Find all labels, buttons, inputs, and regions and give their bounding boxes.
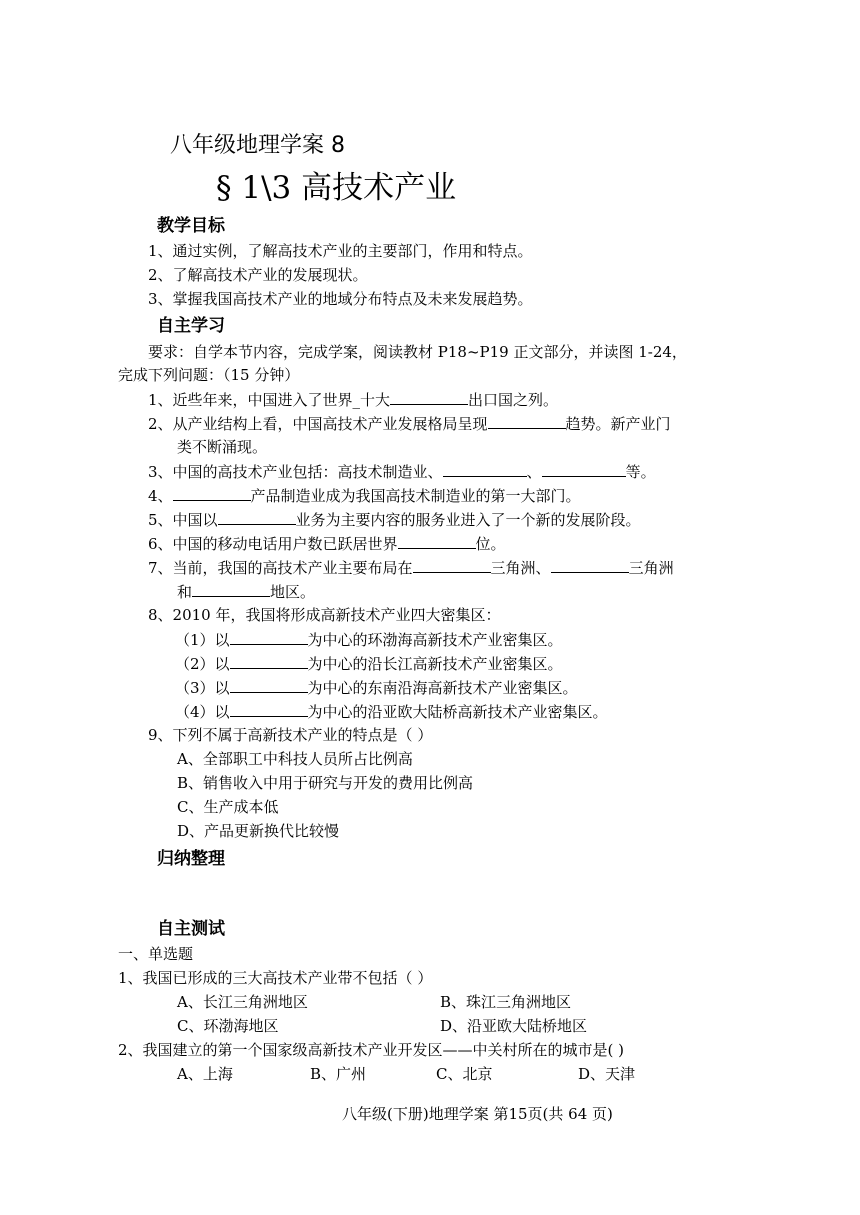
- answer-blank[interactable]: [230, 677, 308, 693]
- test-question-2: 2、我国建立的第一个国家级高新技术产业开发区——中关村所在的城市是( ): [118, 1041, 625, 1059]
- question-9-option-b[interactable]: B、销售收入中用于研究与开发的费用比例高: [177, 774, 474, 792]
- question-3: 3、中国的高技术产业包括：高技术制造业、 、 等。: [148, 463, 656, 481]
- answer-blank[interactable]: [173, 485, 251, 501]
- objective-item: 1、通过实例，了解高技术产业的主要部门，作用和特点。: [148, 242, 533, 260]
- question-8-item: （1）以 为中心的环渤海高新技术产业密集区。: [175, 631, 563, 649]
- answer-blank[interactable]: [218, 509, 296, 525]
- test-2-option-d[interactable]: D、天津: [578, 1065, 636, 1083]
- question-type: 一、单选题: [118, 945, 194, 963]
- answer-blank[interactable]: [230, 629, 308, 645]
- question-2-continued: 类不断涌现。: [177, 438, 268, 456]
- test-2-option-c[interactable]: C、北京: [436, 1065, 493, 1083]
- section-heading-objectives: 教学目标: [157, 216, 225, 236]
- question-9: 9、下列不属于高新技术产业的特点是（ ）: [148, 726, 433, 744]
- question-7: 7、当前，我国的高技术产业主要布局在 三角洲、 三角洲: [148, 559, 674, 577]
- question-8: 8、2010 年，我国将形成高新技术产业四大密集区：: [148, 606, 501, 624]
- question-7-continued: 和 地区。: [177, 583, 316, 601]
- section-heading-self-test: 自主测试: [157, 919, 225, 939]
- question-8-item: （3）以 为中心的东南沿海高新技术产业密集区。: [175, 679, 578, 697]
- answer-blank[interactable]: [542, 461, 626, 477]
- test-2-option-a[interactable]: A、上海: [177, 1065, 233, 1083]
- requirement-text: 要求：自学本节内容，完成学案，阅读教材 P18~P19 正文部分，并读图 1-24，: [148, 343, 687, 361]
- answer-blank[interactable]: [230, 653, 308, 669]
- question-9-option-c[interactable]: C、生产成本低: [177, 798, 279, 816]
- test-2-option-b[interactable]: B、广州: [310, 1065, 367, 1083]
- page-footer: 八年级(下册)地理学案 第15页(共 64 页): [342, 1105, 613, 1123]
- test-1-option-b[interactable]: B、珠江三角洲地区: [440, 993, 572, 1011]
- section-heading-summary: 归纳整理: [157, 849, 225, 869]
- answer-blank[interactable]: [398, 533, 476, 549]
- question-8-item: （4）以 为中心的沿亚欧大陆桥高新技术产业密集区。: [175, 703, 608, 721]
- test-question-1: 1、我国已形成的三大高技术产业带不包括（ ）: [118, 969, 433, 987]
- test-1-option-a[interactable]: A、长江三角洲地区: [177, 993, 308, 1011]
- answer-blank[interactable]: [413, 557, 491, 573]
- objective-item: 3、掌握我国高技术产业的地域分布特点及未来发展趋势。: [148, 290, 533, 308]
- answer-blank[interactable]: [443, 461, 527, 477]
- answer-blank[interactable]: [551, 557, 629, 573]
- answer-blank[interactable]: [230, 701, 308, 717]
- question-9-option-a[interactable]: A、全部职工中科技人员所占比例高: [177, 750, 413, 768]
- question-5: 5、中国以 业务为主要内容的服务业进入了一个新的发展阶段。: [148, 511, 641, 529]
- page-title: 八年级地理学案 8: [170, 133, 345, 158]
- section-heading-self-study: 自主学习: [157, 316, 225, 336]
- question-8-item: （2）以 为中心的沿长江高新技术产业密集区。: [175, 655, 563, 673]
- answer-blank[interactable]: [488, 413, 566, 429]
- question-6: 6、中国的移动电话用户数已跃居世界 位。: [148, 535, 506, 553]
- objective-item: 2、了解高技术产业的发展现状。: [148, 266, 368, 284]
- question-9-option-d[interactable]: D、产品更新换代比较慢: [177, 822, 340, 840]
- lesson-title: § 1\3 高技术产业: [216, 170, 457, 206]
- question-2: 2、从产业结构上看，中国高技术产业发展格局呈现 趋势。新产业门: [148, 415, 671, 433]
- test-1-option-d[interactable]: D、沿亚欧大陆桥地区: [440, 1017, 588, 1035]
- requirement-text: 完成下列问题：（15 分钟）: [118, 366, 300, 384]
- answer-blank[interactable]: [192, 581, 270, 597]
- question-1: 1、近些年来，中国进入了世界_十大 出口国之列。: [148, 391, 559, 409]
- test-1-option-c[interactable]: C、环渤海地区: [177, 1017, 279, 1035]
- question-4: 4、 产品制造业成为我国高技术制造业的第一大部门。: [148, 487, 581, 505]
- answer-blank[interactable]: [390, 389, 468, 405]
